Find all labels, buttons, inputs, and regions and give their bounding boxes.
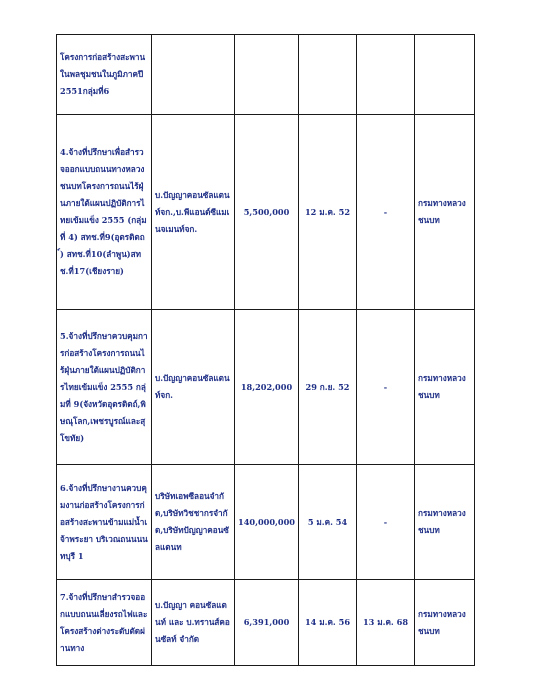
agency-cell: กรมทางหลวงชนบท	[415, 310, 475, 465]
project-cell: 7.จ้างที่ปรึกษาสำรวจออกแบบถนนเลี่ยงรถไฟและโครงสร้างต่างระดับตัดผ่านทาง	[57, 580, 152, 666]
amount-cell: 5,500,000	[235, 115, 299, 310]
start-date-cell: 14 ม.ค. 56	[299, 580, 357, 666]
start-date-cell: 5 ม.ค. 54	[299, 465, 357, 580]
amount-cell: 140,000,000	[235, 465, 299, 580]
agency-cell: กรมทางหลวงชนบท	[415, 580, 475, 666]
amount-cell	[235, 35, 299, 115]
end-date-cell	[357, 35, 415, 115]
project-cell: 6.จ้างที่ปรึกษางานควบคุมงานก่อสร้างโครงการก่อสร้างสะพานข้ามแม่น้ำเจ้าพระยา บริเวณถนนนนทบุรี 1	[57, 465, 152, 580]
contractor-cell: บ.ปัญญาคอนซัลแตนท์จก.	[152, 310, 235, 465]
end-date-cell: -	[357, 115, 415, 310]
amount-cell: 6,391,000	[235, 580, 299, 666]
contracts-table	[56, 34, 475, 666]
start-date-cell: 29 ก.ย. 52	[299, 310, 357, 465]
table-row	[57, 35, 475, 115]
start-date-cell	[299, 35, 357, 115]
start-date-cell: 12 ม.ค. 52	[299, 115, 357, 310]
table-row	[57, 310, 475, 465]
table-row	[57, 115, 475, 310]
end-date-cell: -	[357, 310, 415, 465]
contractor-cell: บ.ปัญญา คอนซัลแตนท์ และ บ.ทรานส์คอนซัลท์ จำกัด	[152, 580, 235, 666]
agency-cell: กรมทางหลวงชนบท	[415, 115, 475, 310]
agency-cell: กรมทางหลวงชนบท	[415, 465, 475, 580]
end-date-cell: 13 ม.ค. 68	[357, 580, 415, 666]
end-date-cell: -	[357, 465, 415, 580]
project-cell: 5.จ้างที่ปรึกษาควบคุมการก่อสร้างโครงการถนนไร้ฝุ่นภายใต้แผนปฏิบัติการไทยเข้มแข็ง 2555 กลุ่มที่ 9(จังหวัดอุตรดิตถ์,พิษณุโลก,เพชรบูรณ์และสุโขทัย)	[57, 310, 152, 465]
table-row	[57, 465, 475, 580]
contractor-cell: บริษัทเอพซีลอนจำกัด,บริษัทวิชชากรจำกัด,บริษัทปัญญาคอนซัลแตนท	[152, 465, 235, 580]
project-cell: 4.จ้างที่ปรึกษาเพื่อสำรวจออกแบบถนนทางหลวงชนบทโครงการถนนไร้ฝุ่นภายใต้แผนปฏิบัติการไทยเข้มแข็ง 2555 (กลุ่มที่ 4) สทช.ที่9(อุตรดิตถ์) สทช.ที่10(ลำพูน)สทช.ที่17(เชียงราย)	[57, 115, 152, 310]
agency-cell	[415, 35, 475, 115]
table-row	[57, 580, 475, 666]
contractor-cell	[152, 35, 235, 115]
project-cell: โครงการก่อสร้างสะพานในพลชุมชนในภูมิภาคปี2551กลุ่มที่6	[57, 35, 152, 115]
amount-cell: 18,202,000	[235, 310, 299, 465]
contractor-cell: บ.ปัญญาคอนซัลแตนท์จก.,บ.พีแอนด์ซีแมเนจเมนท์จก.	[152, 115, 235, 310]
